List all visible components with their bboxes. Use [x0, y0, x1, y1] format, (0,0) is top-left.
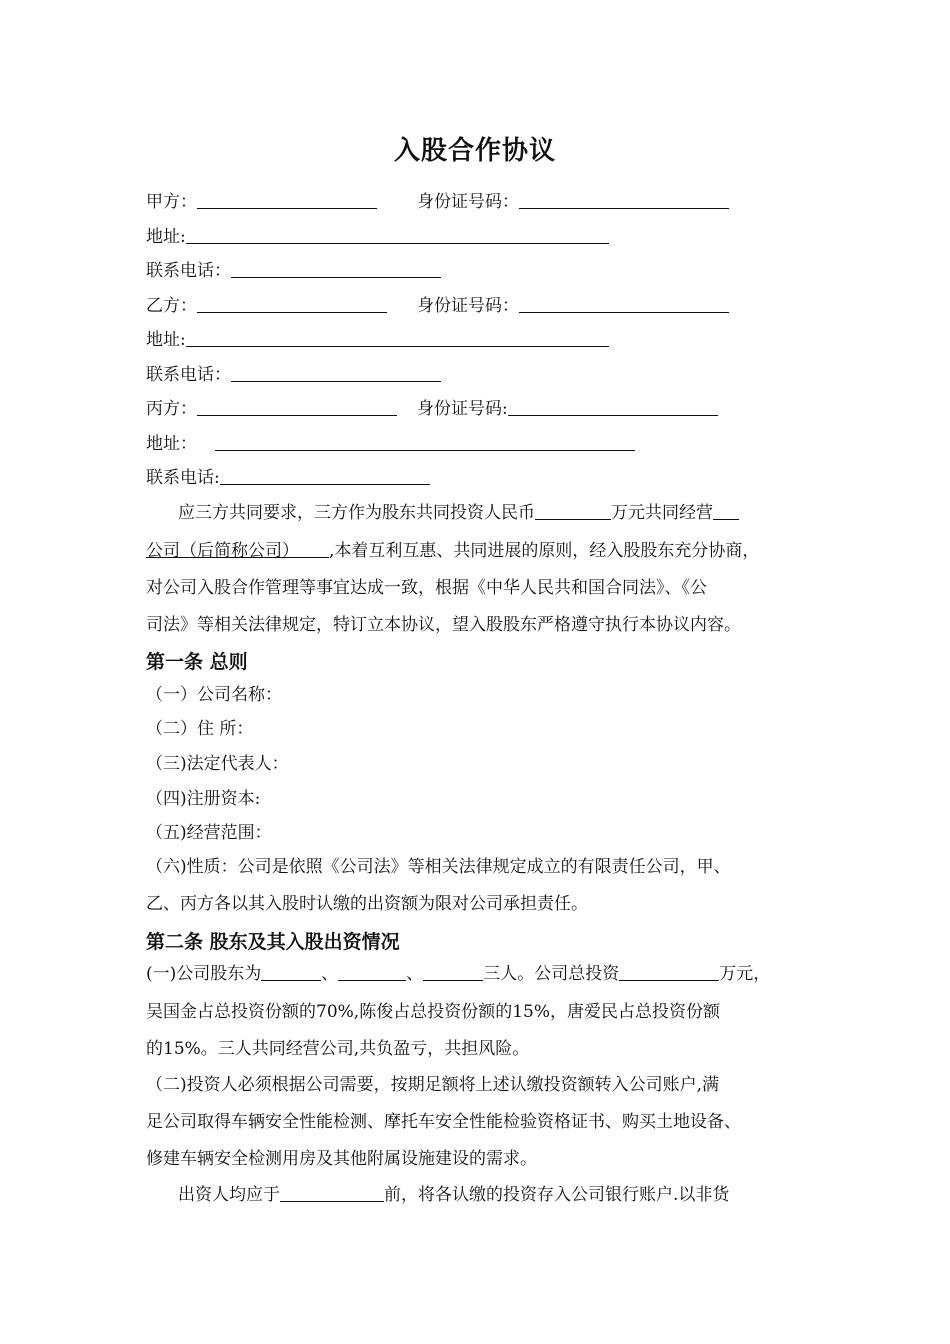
party-jia-phone-blank[interactable]	[231, 259, 441, 278]
article-1-item: （五)经营范围：	[146, 823, 272, 843]
party-jia-address-line	[146, 225, 609, 249]
article-2-line-3: 的15%。三人共同经营公司,共负盈亏，共担风险。	[146, 1039, 530, 1059]
article-2-line-6: 修建车辆安全检测用房及其他附属设施建设的需求。	[146, 1149, 537, 1169]
party-bing-phone-line	[146, 466, 430, 490]
party-bing-id-label: 身份证号码:	[417, 399, 508, 419]
article-1-item: （三)法定代表人：	[146, 754, 289, 774]
intro-text-2: ,本着互利互惠、共同进展的原则，经入股股东充分协商，	[329, 541, 760, 561]
party-yi-phone-blank[interactable]	[231, 363, 441, 382]
party-jia-label: 甲方：	[146, 192, 197, 212]
intro-line-2	[146, 539, 759, 563]
party-yi-address-blank[interactable]	[186, 328, 609, 347]
article-2-line-7	[178, 1183, 729, 1207]
deadline-text: 前，将各认缴的投资存入公司银行账户.以非货	[384, 1185, 730, 1205]
party-yi-line	[146, 294, 729, 318]
party-jia-id-blank[interactable]	[519, 190, 729, 209]
party-bing-address-label: 地址：	[146, 434, 197, 454]
unit-label: 万元，	[719, 964, 771, 984]
party-bing-blank[interactable]	[197, 397, 397, 416]
party-jia-phone-label: 联系电话：	[146, 261, 231, 281]
party-jia-id-label: 身份证号码：	[417, 192, 519, 212]
shareholder-2-blank[interactable]	[338, 962, 406, 981]
party-yi-phone-label: 联系电话：	[146, 365, 231, 385]
party-jia-address-blank[interactable]	[186, 225, 609, 244]
party-bing-label: 丙方：	[146, 399, 197, 419]
party-yi-address-line	[146, 328, 609, 352]
party-jia-blank[interactable]	[197, 190, 377, 209]
total-investment-label: 三人。公司总投资	[483, 964, 620, 984]
party-jia-address-label: 地址:	[146, 227, 186, 247]
party-jia-phone-line	[146, 259, 441, 283]
party-bing-address-line	[146, 432, 635, 456]
party-yi-id-blank[interactable]	[519, 294, 729, 313]
intro-text-1a: 应三方共同要求，三方作为股东共同投资人民币	[178, 503, 535, 523]
intro-line-1	[178, 501, 739, 525]
party-bing-line	[146, 397, 718, 421]
intro-line-4: 司法》等相关法律规定，特订立本协议，望入股股东严格遵守执行本协议内容。	[146, 615, 741, 635]
shareholder-3-blank[interactable]	[423, 962, 483, 981]
article-2-heading: 第二条 股东及其入股出资情况	[146, 931, 400, 953]
intro-company-name: 公司（后简称公司）	[146, 541, 299, 561]
party-yi-id-label: 身份证号码：	[417, 296, 519, 316]
company-name-blank[interactable]	[713, 501, 739, 520]
separator: 、	[321, 964, 339, 984]
article-1-item: （二）住 所：	[146, 719, 254, 739]
article-2-line-2: 吴国金占总投资份额的70%,陈俊占总投资份额的15%，唐爱民占总投资份额	[146, 1002, 720, 1022]
party-bing-id-blank[interactable]	[508, 397, 718, 416]
deadline-label: 出资人均应于	[178, 1185, 280, 1205]
investment-amount-blank[interactable]	[535, 501, 611, 520]
deadline-blank[interactable]	[280, 1183, 384, 1202]
party-bing-address-blank[interactable]	[215, 432, 635, 451]
article-1-item: （四)注册资本:	[146, 789, 261, 809]
article-2-line-5: 足公司取得车辆安全性能检测、摩托车安全性能检验资格证书、购买土地设备、	[146, 1112, 741, 1132]
shareholders-label: (一)公司股东为	[146, 964, 262, 984]
party-yi-address-label: 地址:	[146, 330, 186, 350]
article-2-line-1	[146, 962, 770, 986]
article-1-item: （六)性质：公司是依照《公司法》等相关法律规定成立的有限责任公司，甲、	[146, 857, 731, 877]
party-bing-phone-label: 联系电话:	[146, 468, 220, 488]
document-title: 入股合作协议	[393, 136, 556, 166]
intro-text-1b: 万元共同经营	[611, 503, 713, 523]
party-yi-label: 乙方：	[146, 296, 197, 316]
intro-line-3: 对公司入股合作管理等事宜达成一致，根据《中华人民共和国合同法》、《公	[146, 578, 707, 598]
party-jia-line	[146, 190, 729, 214]
article-1-item: （一）公司名称：	[146, 685, 282, 705]
article-2-line-4: （二)投资人必须根据公司需要，按期足额将上述认缴投资额转入公司账户,满	[146, 1075, 720, 1095]
party-bing-phone-blank[interactable]	[220, 466, 430, 485]
article-1-item: 乙、丙方各以其入股时认缴的出资额为限对公司承担责任。	[146, 894, 588, 914]
party-yi-blank[interactable]	[197, 294, 387, 313]
separator: 、	[406, 964, 424, 984]
total-investment-blank[interactable]	[619, 962, 719, 981]
article-1-heading: 第一条 总则	[146, 651, 248, 673]
intro-company-blank[interactable]	[299, 539, 329, 558]
party-yi-phone-line	[146, 363, 441, 387]
shareholder-1-blank[interactable]	[261, 962, 321, 981]
